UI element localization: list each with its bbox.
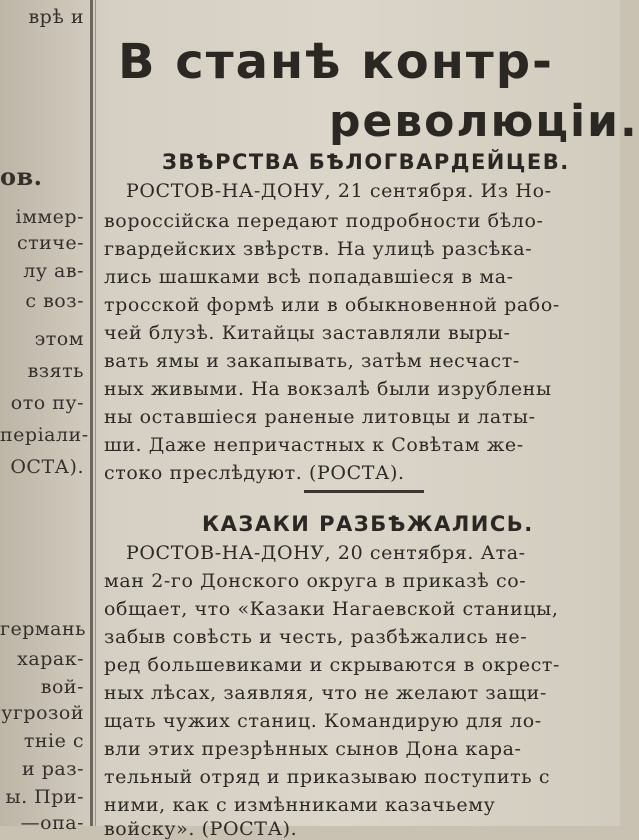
section-2-line: вли этих презрѣнных сынов Дона кара-	[104, 738, 522, 760]
section-1-line: стоко преслѣдуют. (РОСТА).	[104, 462, 405, 484]
section-1-line: вать ямы и закапывать, затѣм несчаст-	[104, 350, 520, 372]
section-1-line: ны оставшіеся раненые литовцы и латы-	[104, 406, 536, 428]
left-fragment: вой-	[40, 676, 84, 698]
left-fragment: врѣ и	[28, 6, 84, 28]
left-fragment: ов.	[0, 162, 43, 191]
section-1-line: тросской формѣ или в обыкновенной рабо-	[104, 294, 560, 316]
left-fragment: лу ав-	[23, 260, 84, 282]
section-separator	[304, 490, 424, 493]
section-2-line: ред большевиками и скрываются в окрест-	[104, 654, 561, 676]
section-2-line: ман 2-го Донского округа в приказѣ со-	[104, 570, 527, 592]
left-fragment: ото пу-	[10, 392, 84, 414]
left-fragment: ОСТА).	[10, 456, 84, 478]
left-column-fragments	[0, 0, 89, 834]
left-fragment: —опа-	[20, 812, 84, 834]
section-1-line: лись шашками всѣ попадавшіеся в ма-	[104, 266, 514, 288]
left-fragment: ы. При-	[5, 786, 84, 808]
section-1-line: ши. Даже непричастных к Совѣтам же-	[104, 434, 524, 456]
section-2-line: общает, что «Казаки Нагаевской станицы,	[104, 598, 559, 620]
left-fragment: харак-	[17, 648, 84, 670]
section-2-subhead: КАЗАКИ РАЗБѢЖАЛИСЬ.	[202, 512, 534, 536]
left-fragment: германь	[0, 618, 86, 640]
section-2-line: щать чужих станиц. Командирую для ло-	[104, 710, 542, 732]
left-fragment: взять	[27, 360, 84, 382]
headline-line-1: В станѣ контр-	[118, 34, 554, 90]
left-fragment: іммер-	[15, 206, 84, 228]
left-fragment: и раз-	[22, 758, 84, 780]
section-2-line: войску». (РОСТА).	[104, 818, 298, 840]
left-fragment: стиче-	[16, 232, 84, 254]
column-rule	[90, 0, 93, 826]
left-fragment: с воз-	[25, 290, 84, 312]
section-1-line: гвардейских звѣрств. На улицѣ разсѣка-	[104, 238, 533, 260]
headline-line-2: революціи.	[329, 96, 639, 147]
column-rule-thin	[95, 0, 96, 826]
section-2-line: РОСТОВ-НА-ДОНУ, 20 сентября. Ата-	[126, 542, 526, 564]
section-1-line: чей блузѣ. Китайцы заставляли выры-	[104, 322, 511, 344]
section-1-line: ных живыми. На вокзалѣ были изрублены	[104, 378, 552, 400]
section-2-line: ними, как с измѣнниками казачьему	[104, 794, 496, 816]
section-1-subhead: ЗВѢРСТВА БѢЛОГВАРДЕЙЦЕВ.	[162, 150, 570, 174]
left-fragment: этом	[34, 328, 84, 350]
left-fragment: періали-	[0, 424, 89, 446]
section-1-line: вороссійска передают подробности бѣло-	[104, 210, 544, 232]
section-2-line: тельный отряд и приказываю поступить с	[104, 766, 551, 788]
article-column	[104, 0, 639, 840]
left-fragment: тніе с	[23, 730, 84, 752]
section-2-line: забыв совѣсть и честь, разбѣжались не-	[104, 626, 528, 648]
section-2-line: ных лѣсах, заявляя, что не желают защи-	[104, 682, 547, 704]
left-fragment: угрозой	[1, 702, 84, 724]
section-1-line: РОСТОВ-НА-ДОНУ, 21 сентября. Из Но-	[126, 180, 552, 202]
